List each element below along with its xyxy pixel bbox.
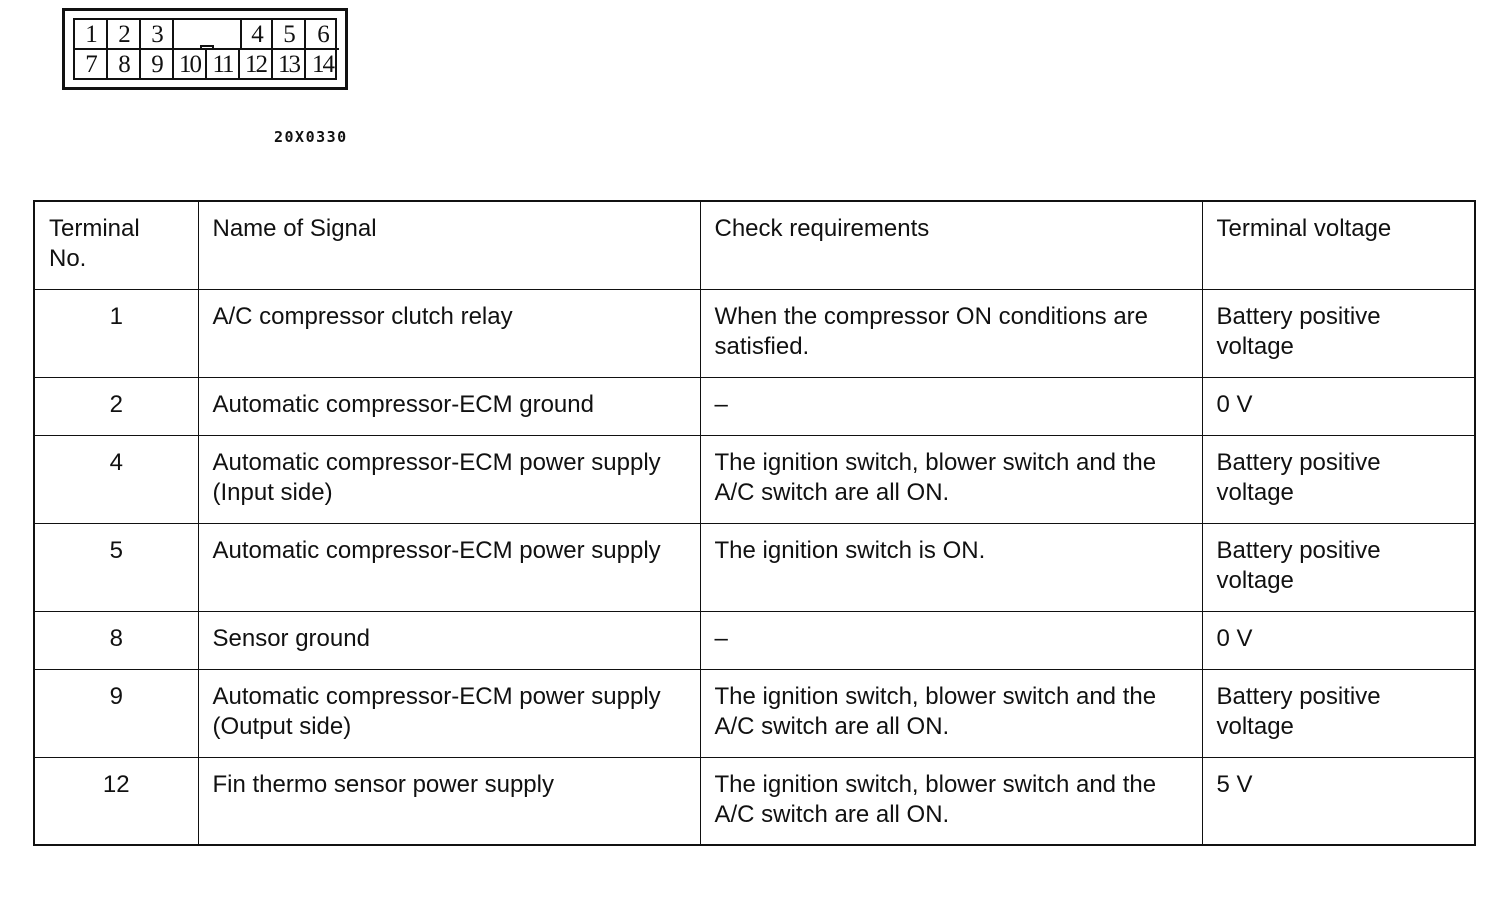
cell-voltage: Battery positive voltage bbox=[1202, 669, 1475, 757]
cell-check: – bbox=[700, 377, 1202, 435]
table-row bbox=[34, 523, 1475, 611]
connector-pin-grid bbox=[73, 18, 337, 80]
cell-terminal: 8 bbox=[34, 611, 198, 669]
header-check-requirements: Check requirements bbox=[700, 201, 1202, 289]
cell-check: The ignition switch, blower switch and the A/C switch are all ON. bbox=[700, 435, 1202, 523]
cell-check: When the compressor ON conditions are satisfied. bbox=[700, 289, 1202, 377]
cell-terminal: 9 bbox=[34, 669, 198, 757]
header-terminal-no: Terminal No. bbox=[34, 201, 198, 289]
pin-14: 14 bbox=[312, 51, 333, 78]
pin-9: 9 bbox=[141, 50, 174, 80]
cell-check: The ignition switch, blower switch and the A/C switch are all ON. bbox=[700, 757, 1202, 845]
cell-check: – bbox=[700, 611, 1202, 669]
cell-signal: Automatic compressor-ECM ground bbox=[198, 377, 700, 435]
connector-diagram bbox=[62, 8, 348, 90]
pin-2: 2 bbox=[108, 20, 141, 50]
pin-8: 8 bbox=[108, 50, 141, 80]
table-row bbox=[34, 757, 1475, 845]
pin-12: 12 bbox=[240, 50, 273, 80]
cell-signal: Automatic compressor-ECM power supply bbox=[198, 523, 700, 611]
cell-signal: Fin thermo sensor power supply bbox=[198, 757, 700, 845]
cell-signal: Automatic compressor-ECM power supply (Input side) bbox=[198, 435, 700, 523]
connector-code-label: 20X0330 bbox=[274, 128, 348, 146]
pin-11: 11 bbox=[207, 50, 240, 80]
pin-5: 5 bbox=[273, 20, 306, 50]
cell-voltage: Battery positive voltage bbox=[1202, 289, 1475, 377]
cell-terminal: 1 bbox=[34, 289, 198, 377]
cell-terminal: 12 bbox=[34, 757, 198, 845]
cell-terminal: 5 bbox=[34, 523, 198, 611]
pin-7: 7 bbox=[75, 50, 108, 80]
table-row bbox=[34, 669, 1475, 757]
table-row bbox=[34, 289, 1475, 377]
cell-voltage: 0 V bbox=[1202, 611, 1475, 669]
cell-voltage: 0 V bbox=[1202, 377, 1475, 435]
cell-check: The ignition switch, blower switch and the A/C switch are all ON. bbox=[700, 669, 1202, 757]
table-row bbox=[34, 611, 1475, 669]
cell-terminal: 2 bbox=[34, 377, 198, 435]
pin-10: 10 bbox=[174, 50, 207, 80]
cell-signal: A/C compressor clutch relay bbox=[198, 289, 700, 377]
header-terminal-voltage: Terminal voltage bbox=[1202, 201, 1475, 289]
cell-voltage: Battery positive voltage bbox=[1202, 435, 1475, 523]
cell-voltage: Battery positive voltage bbox=[1202, 523, 1475, 611]
pin-6: 6 bbox=[306, 20, 339, 50]
cell-check: The ignition switch is ON. bbox=[700, 523, 1202, 611]
cell-signal: Automatic compressor-ECM power supply (Output side) bbox=[198, 669, 700, 757]
pin-1: 1 bbox=[75, 20, 108, 50]
table-row bbox=[34, 377, 1475, 435]
terminal-voltage-table bbox=[33, 200, 1476, 846]
table-header-row bbox=[34, 201, 1475, 289]
pin-4: 4 bbox=[240, 20, 273, 50]
cell-terminal: 4 bbox=[34, 435, 198, 523]
cell-voltage: 5 V bbox=[1202, 757, 1475, 845]
header-name-of-signal: Name of Signal bbox=[198, 201, 700, 289]
table-row bbox=[34, 435, 1475, 523]
cell-signal: Sensor ground bbox=[198, 611, 700, 669]
pin-13: 13 bbox=[273, 50, 306, 80]
pin-3: 3 bbox=[141, 20, 174, 50]
